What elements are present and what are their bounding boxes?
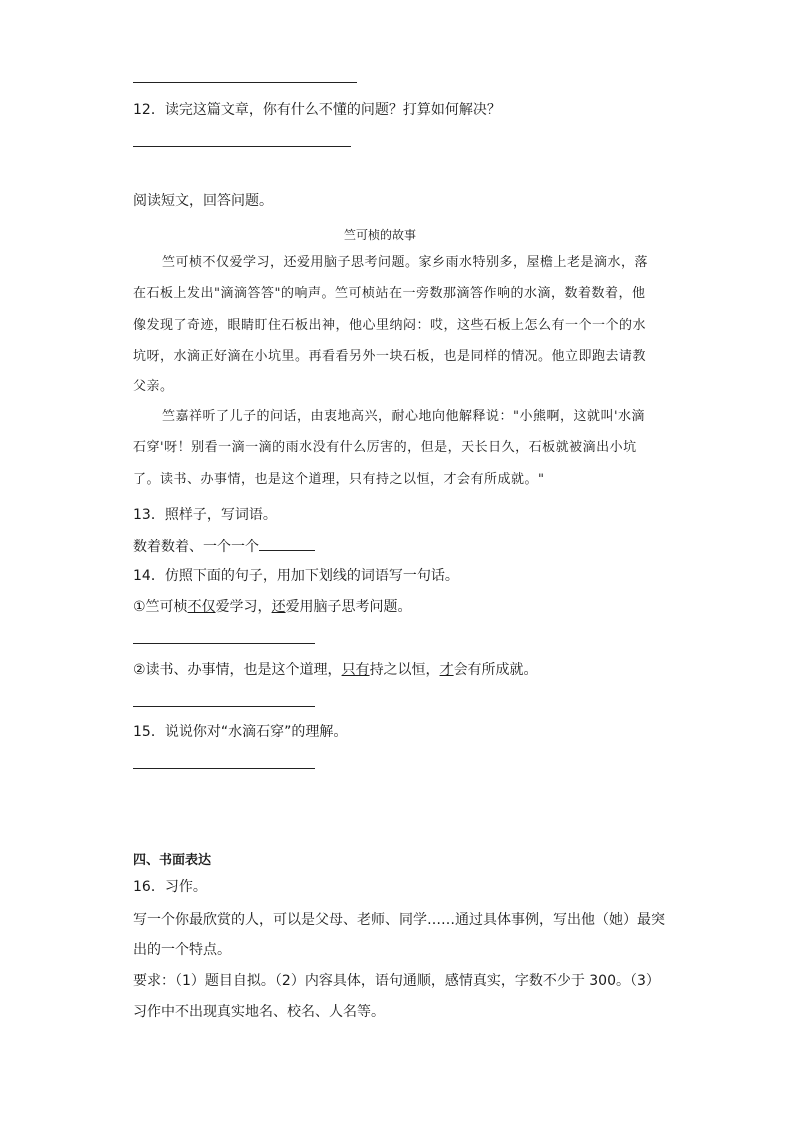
fill-blank: [259, 536, 315, 551]
story-line: 竺可桢不仅爱学习，还爱用脑子思考问题。家乡雨水特别多，屋檐上老是滴水，落: [162, 255, 649, 270]
story-line: 父亲。: [133, 379, 174, 394]
sentence-text: 爱学习，: [215, 599, 272, 615]
sentence-text: ②读书、办事情，也是这个道理，: [133, 662, 342, 678]
underlined-word: 只有: [341, 662, 370, 678]
sentence-text: ①竺可桢: [133, 599, 188, 615]
answer-line: [133, 82, 357, 83]
example-words: 数着数着、一个一个: [133, 539, 259, 555]
writing-requirements: 要求：（1）题目自拟。（2）内容具体，语句通顺，感情真实，字数不少于 300。（3）: [133, 973, 660, 989]
underlined-word: 才: [439, 662, 454, 678]
answer-line: [133, 643, 315, 644]
question-14-sentence-2: [133, 660, 538, 680]
story-line: 了。读书、办事情，也是这个道理，只有持之以恒，才会有所成就。": [133, 472, 545, 487]
question-16: 16．习作。: [133, 879, 207, 895]
question-13: 13．照样子，写词语。: [133, 507, 277, 523]
answer-line: [133, 146, 351, 147]
story-line: 石穿'呀！别看一滴一滴的雨水没有什么厉害的，但是，天长日久，石板就被滴出小坑: [133, 440, 637, 455]
question-14-sentence-1: [133, 597, 412, 617]
underlined-word: 不仅: [187, 599, 216, 615]
writing-prompt: 写一个你最欣赏的人，可以是父母、老师、同学……通过具体事例，写出他（她）最突: [133, 912, 665, 928]
question-12: 12．读完这篇文章，你有什么不懂的问题？打算如何解决？: [133, 102, 501, 118]
reading-instruction: 阅读短文，回答问题。: [133, 193, 273, 209]
question-13-example: [133, 536, 315, 557]
story-title: 竺可桢的故事: [344, 228, 417, 242]
answer-line: [133, 768, 315, 769]
underlined-word: 还: [271, 599, 286, 615]
writing-requirements: 习作中不出现真实地名、校名、人名等。: [133, 1004, 385, 1020]
sentence-text: 爱用脑子思考问题。: [285, 599, 412, 615]
question-15: 15．说说你对“水滴石穿”的理解。: [133, 724, 348, 740]
answer-line: [133, 706, 315, 707]
writing-prompt: 出的一个特点。: [133, 942, 231, 958]
question-14: 14．仿照下面的句子，用加下划线的词语写一句话。: [133, 568, 459, 584]
story-line: 竺嘉祥听了儿子的问话，由衷地高兴，耐心地向他解释说："小熊啊，这就叫'水滴: [162, 409, 646, 424]
story-line: 坑呀，水滴正好滴在小坑里。再看看另外一块石板，也是同样的情况。他立即跑去请教: [133, 349, 647, 364]
sentence-text: 会有所成就。: [453, 662, 538, 678]
section-heading: 四、书面表达: [133, 853, 212, 868]
sentence-text: 持之以恒，: [369, 662, 440, 678]
story-line: 像发现了奇迹，眼睛盯住石板出神，他心里纳闷：哎，这些石板上怎么有一个一个的水: [133, 318, 647, 333]
story-line: 在石板上发出"滴滴答答"的响声。竺可桢站在一旁数那滴答作响的水滴，数着数着，他: [133, 286, 646, 301]
